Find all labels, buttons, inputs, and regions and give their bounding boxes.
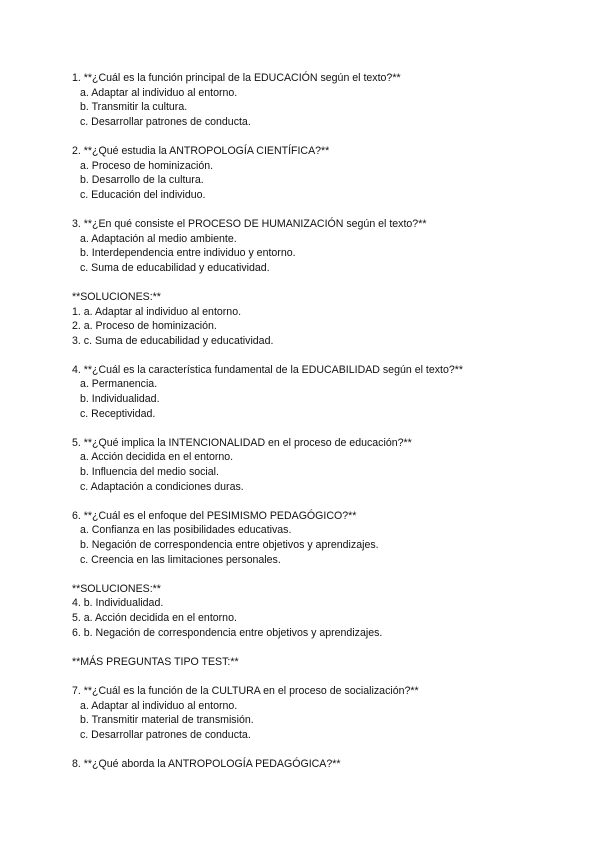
question-4-option-b: b. Individualidad. <box>80 393 160 406</box>
question-5-option-a: a. Acción decidida en el entorno. <box>80 451 234 464</box>
question-7: 7. **¿Cuál es la función de la CULTURA en el proceso de socialización?** <box>72 684 419 697</box>
solutions-heading-1: **SOLUCIONES:** <box>72 290 161 303</box>
question-4-option-c: c. Receptividad. <box>80 407 156 420</box>
spacer <box>72 421 572 436</box>
question-5-option-c: c. Adaptación a condiciones duras. <box>80 480 244 493</box>
question-1: 1. **¿Cuál es la función principal de la EDUCACIÓN según el texto?** <box>72 72 401 84</box>
question-5-option-b: b. Influencia del medio social. <box>80 466 219 479</box>
spacer <box>72 275 572 290</box>
solution-line: 5. a. Acción decidida en el entorno. <box>72 611 237 624</box>
solution-line: 2. a. Proceso de hominización. <box>72 320 217 333</box>
question-4: 4. **¿Cuál es la característica fundamental de la EDUCABILIDAD según el texto?** <box>72 363 463 376</box>
question-1-option-b: b. Transmitir la cultura. <box>80 101 188 114</box>
question-6-option-b: b. Negación de correspondencia entre objetivos y aprendizajes. <box>80 539 379 551</box>
question-5: 5. **¿Qué implica la INTENCIONALIDAD en el proceso de educación?** <box>72 436 412 449</box>
document-body <box>72 71 572 772</box>
question-2: 2. **¿Qué estudia la ANTROPOLOGÍA CIENTÍFICA?** <box>72 144 330 157</box>
spacer <box>72 742 572 757</box>
solution-line: 3. c. Suma de educabilidad y educatividad. <box>72 334 274 347</box>
spacer <box>72 202 572 217</box>
question-7-option-a: a. Adaptar al individuo al entorno. <box>80 699 238 712</box>
question-4-option-a: a. Permanencia. <box>80 378 158 391</box>
spacer <box>72 494 572 509</box>
question-2-option-a: a. Proceso de hominización. <box>80 159 214 172</box>
question-8: 8. **¿Qué aborda la ANTROPOLOGÍA PEDAGÓGICA?** <box>72 757 341 770</box>
solution-line: 6. b. Negación de correspondencia entre objetivos y aprendizajes. <box>72 626 383 639</box>
question-3-option-a: a. Adaptación al medio ambiente. <box>80 232 237 245</box>
question-6: 6. **¿Cuál es el enfoque del PESIMISMO PEDAGÓGICO?** <box>72 509 357 522</box>
solution-line: 1. a. Adaptar al individuo al entorno. <box>72 305 242 318</box>
spacer <box>72 129 572 144</box>
solution-line: 4. b. Individualidad. <box>72 597 164 610</box>
spacer <box>72 348 572 363</box>
question-3: 3. **¿En qué consiste el PROCESO DE HUMANIZACIÓN según el texto?** <box>72 217 427 230</box>
question-3-option-b: b. Interdependencia entre individuo y entorno. <box>80 247 296 260</box>
question-6-option-a: a. Confianza en las posibilidades educativas. <box>80 524 292 537</box>
spacer <box>72 567 572 582</box>
question-6-option-c: c. Creencia en las limitaciones personales. <box>80 553 281 566</box>
spacer <box>72 669 572 684</box>
question-3-option-c: c. Suma de educabilidad y educatividad. <box>80 261 270 274</box>
solutions-heading-2: **SOLUCIONES:** <box>72 582 161 595</box>
question-2-option-b: b. Desarrollo de la cultura. <box>80 174 204 187</box>
question-7-option-b: b. Transmitir material de transmisión. <box>80 714 254 727</box>
spacer <box>72 640 572 655</box>
question-1-option-a: a. Adaptar al individuo al entorno. <box>80 86 238 99</box>
question-1-option-c: c. Desarrollar patrones de conducta. <box>80 115 251 128</box>
more-questions-heading: **MÁS PREGUNTAS TIPO TEST:** <box>72 655 239 668</box>
question-7-option-c: c. Desarrollar patrones de conducta. <box>80 728 251 741</box>
question-2-option-c: c. Educación del individuo. <box>80 188 206 201</box>
